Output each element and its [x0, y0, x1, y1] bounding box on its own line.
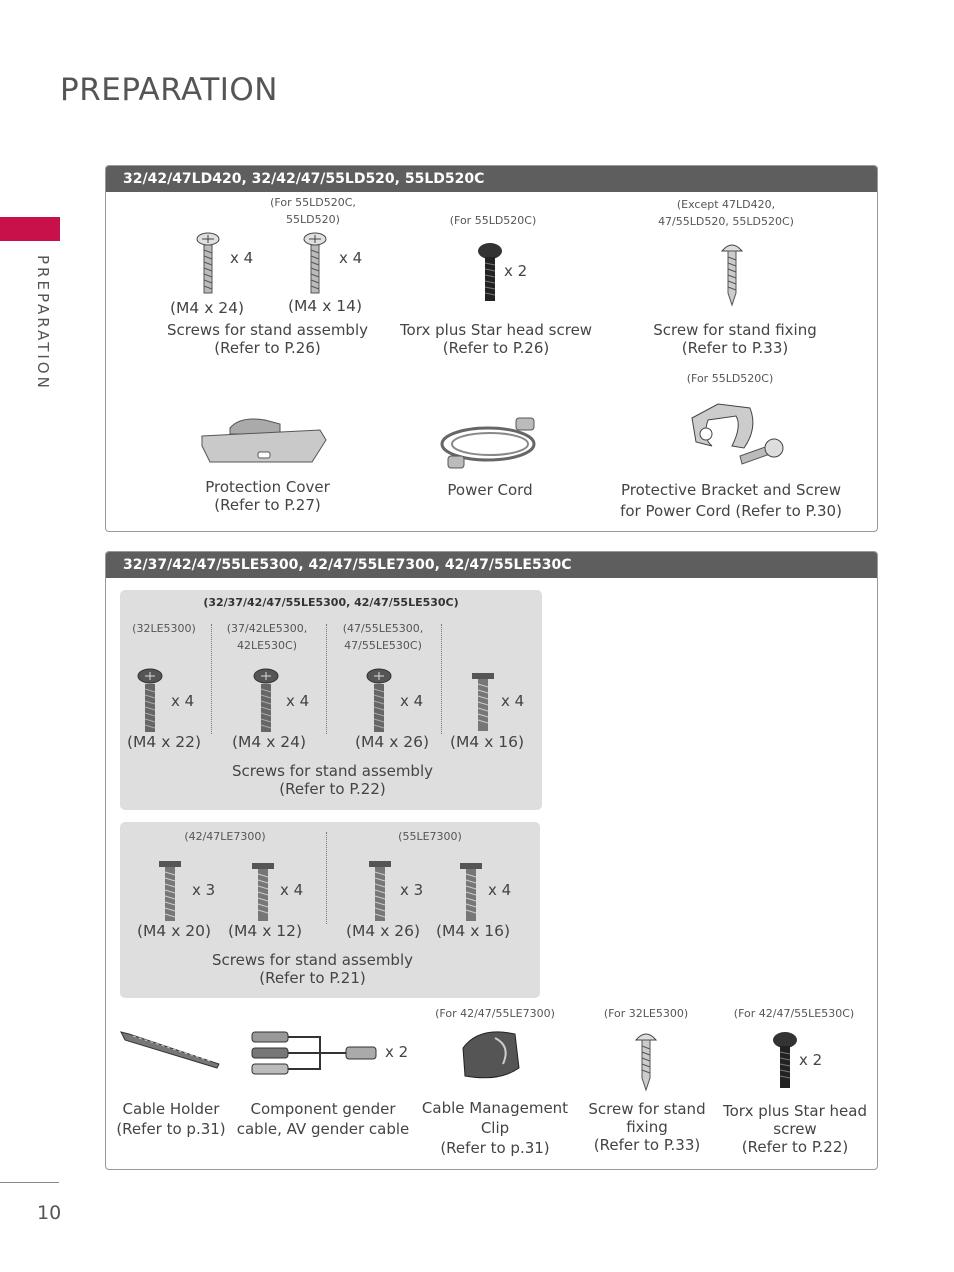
gender-cable-icon [250, 1030, 382, 1078]
quantity-label: x 4 [171, 692, 195, 710]
caption-line: fixing [626, 1118, 668, 1136]
screw-size-label: (M4 x 16) [450, 733, 525, 751]
flat-head-screw-icon [158, 860, 182, 924]
item-caption [232, 1099, 414, 1139]
item-caption: Power Cord [447, 481, 533, 499]
note-line: (47/55LE5300, [342, 622, 424, 635]
protection-cover-icon [200, 418, 328, 466]
caption-line: (Refer to P.22) [279, 780, 386, 798]
caption-line: Screws for stand assembly [232, 762, 433, 780]
note-line: 47/55LD520, 55LD520C) [658, 215, 794, 228]
item-caption [200, 762, 465, 798]
item-caption [640, 321, 830, 357]
note-line: (37/42LE5300, [226, 622, 308, 635]
item-caption [390, 321, 602, 357]
quantity-label: x 4 [280, 881, 304, 899]
column-divider [326, 624, 327, 734]
side-section-label: PREPARATION [34, 255, 52, 391]
model-note [214, 620, 320, 654]
section-header-le-models: 32/37/42/47/55LE5300, 42/47/55LE7300, 42/47/55LE530C [106, 552, 877, 578]
caption-line: Cable Management [421, 1099, 569, 1117]
caption-line: Protection Cover [205, 478, 330, 496]
model-note [120, 620, 208, 637]
pan-head-screw-icon [365, 668, 393, 734]
caption-line: (Refer to P.33) [681, 339, 789, 357]
screw-size-label: (M4 x 20) [137, 922, 212, 940]
panel-title: (32/37/42/47/55LE5300, 42/47/55LE530C) [203, 596, 459, 609]
screw-size-label: (M4 x 24) [170, 299, 245, 317]
quantity-label: x 4 [230, 249, 254, 267]
fixing-note: (For 32LE5300) [603, 1007, 689, 1020]
flat-head-screw-icon [251, 862, 275, 924]
quantity-label: x 2 [385, 1043, 409, 1061]
caption-line: Screws for stand assembly [212, 951, 413, 969]
caption-line: for Power Cord (Refer to P.30) [620, 502, 842, 520]
wood-screw-icon [719, 241, 745, 307]
page-title: PREPARATION [60, 72, 278, 108]
model-note: (42/47LE7300) [184, 830, 266, 843]
caption-line: Component gender [250, 1100, 396, 1118]
page-number-divider [0, 1182, 59, 1183]
screw-size-label: (M4 x 24) [232, 733, 307, 751]
pan-head-screw-icon [252, 668, 280, 734]
wood-screw-icon [633, 1030, 659, 1092]
torx-screw-icon [477, 243, 503, 303]
caption-line: (Refer to P.27) [214, 496, 321, 514]
column-divider [211, 624, 212, 734]
caption-line: cable, AV gender cable [236, 1120, 410, 1138]
cable-holder-icon [117, 1030, 223, 1074]
model-note: (55LE7300) [398, 830, 462, 843]
note-line: (32LE5300) [132, 622, 196, 635]
column-divider [326, 832, 327, 924]
bracket-note: (For 55LD520C) [686, 372, 774, 385]
clip-note: (For 42/47/55LE7300) [435, 1007, 555, 1020]
note-line: (Except 47LD420, [676, 198, 776, 211]
note-line: 47/55LE530C) [344, 639, 422, 652]
torx-screw-icon [772, 1032, 798, 1090]
power-cord-icon [438, 414, 546, 472]
screw-size-label: (M4 x 12) [228, 922, 303, 940]
pan-head-screw-icon [193, 232, 223, 296]
section-tab-marker [0, 217, 60, 241]
screw-note [258, 194, 368, 228]
note-line: (For 55LD520C, [270, 196, 356, 209]
caption-line: Clip [480, 1119, 510, 1137]
fixing-note [630, 196, 822, 230]
quantity-label: x 3 [400, 881, 424, 899]
caption-line: (Refer to P.33) [593, 1136, 701, 1154]
caption-line: Torx plus Star head screw [399, 321, 593, 339]
caption-line: Torx plus Star head [723, 1102, 867, 1120]
flat-head-screw-icon [471, 672, 495, 734]
caption-line: Screws for stand assembly [167, 321, 368, 339]
caption-line: (Refer to p.31) [116, 1120, 226, 1138]
caption-line: (Refer to P.22) [741, 1138, 849, 1156]
item-caption [718, 1102, 872, 1156]
caption-line: (Refer to P.21) [259, 969, 366, 987]
quantity-label: x 4 [286, 692, 310, 710]
item-caption [170, 478, 365, 514]
column-divider [441, 624, 442, 734]
quantity-label: x 4 [400, 692, 424, 710]
screw-size-label: (M4 x 26) [346, 922, 421, 940]
quantity-label: x 4 [488, 881, 512, 899]
screw-size-label: (M4 x 22) [127, 733, 202, 751]
quantity-label: x 2 [799, 1051, 823, 1069]
quantity-label: x 3 [192, 881, 216, 899]
flat-head-screw-icon [459, 862, 483, 924]
quantity-label: x 4 [501, 692, 525, 710]
quantity-label: x 2 [504, 262, 528, 280]
item-caption [416, 1098, 574, 1158]
flat-head-screw-icon [368, 860, 392, 924]
model-note [330, 620, 436, 654]
item-caption [180, 951, 445, 987]
protective-bracket-icon [688, 398, 788, 470]
page-number: 10 [37, 1202, 62, 1224]
pan-head-screw-icon [136, 668, 164, 734]
caption-line: Cable Holder [122, 1100, 220, 1118]
pan-head-screw-icon [300, 232, 330, 296]
caption-line: screw [773, 1120, 817, 1138]
item-caption [160, 321, 375, 357]
torx-note: (For 42/47/55LE530C) [733, 1007, 855, 1020]
note-line: 55LD520) [286, 213, 340, 226]
caption-line: Protective Bracket and Screw [620, 481, 842, 499]
caption-line: (Refer to p.31) [440, 1139, 550, 1157]
section-header-ld-models: 32/42/47LD420, 32/42/47/55LD520, 55LD520C [106, 166, 877, 192]
item-caption [110, 1099, 232, 1139]
screw-size-label: (M4 x 16) [436, 922, 511, 940]
caption-line: Screw for stand [588, 1100, 706, 1118]
caption-line: Screw for stand fixing [653, 321, 817, 339]
quantity-label: x 4 [339, 249, 363, 267]
torx-note: (For 55LD520C) [449, 214, 537, 227]
item-caption [610, 480, 852, 522]
item-caption [585, 1100, 709, 1154]
caption-line: (Refer to P.26) [214, 339, 321, 357]
screw-size-label: (M4 x 14) [288, 297, 363, 315]
caption-line: (Refer to P.26) [442, 339, 550, 357]
note-line: 42LE530C) [236, 639, 298, 652]
screw-size-label: (M4 x 26) [355, 733, 430, 751]
cable-clip-icon [459, 1024, 525, 1084]
